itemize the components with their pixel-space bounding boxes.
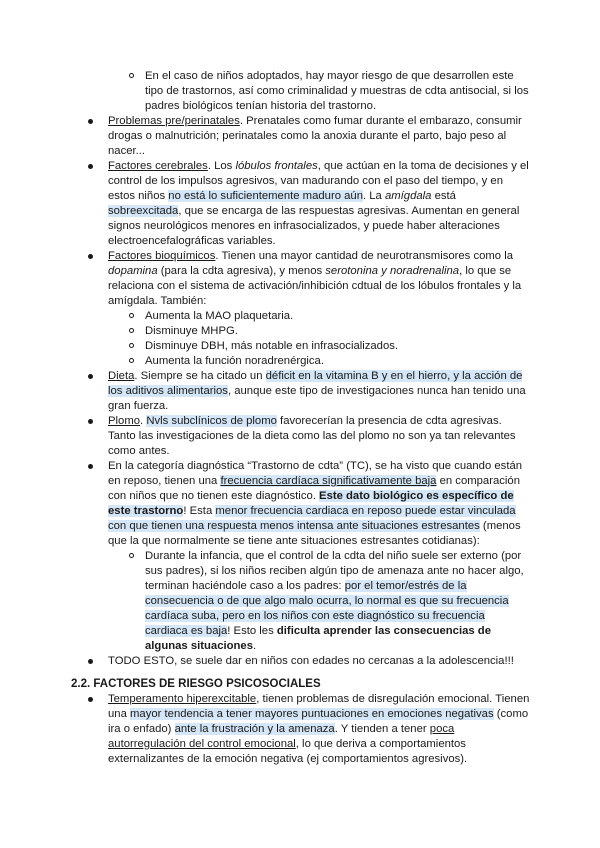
list-item [78, 414, 530, 459]
text-run: En el caso de niños adoptados, hay mayor riesgo de que desarrollen este tipo de trastornos, así como criminalidad y muestras de cdta antisocial, si los padres biológicos tenían historia del trastorno. [145, 70, 529, 112]
text-run: dificulta aprender las consecuencias de algunas situaciones [145, 625, 491, 652]
text-run: , aunque este tipo de investigaciones nunca han tenido una gran fuerza. [108, 385, 526, 412]
text-run: . Siempre se ha citado un [134, 370, 266, 382]
text-run: . Los [207, 160, 236, 172]
text-run: , que actúan en la toma de decisiones y el control de los impulsos agresivos, van madurando con el paso del tiempo, y en estos niños [108, 160, 529, 202]
sub-list-item [108, 354, 530, 369]
list-item [78, 114, 530, 159]
text-run: sobreexcitada [108, 205, 179, 217]
sub-list-item [108, 339, 530, 354]
list-item [78, 459, 530, 654]
text-run: Factores cerebrales [108, 160, 208, 172]
sub-list-item [108, 324, 530, 339]
text-run: poca autorregulación del control emocional [108, 723, 455, 750]
text-run: está [431, 190, 456, 202]
text-run: Durante la infancia, que el control de la cdta del niño suele ser externo (por sus padres), si los niños reciben algún tipo de amenaza ante no hacer algo, terminan haciéndole caso a los padres: [145, 550, 524, 592]
text-run: Aumenta la MAO plaquetaria. [145, 310, 294, 322]
text-run: , que se encarga de las respuestas agresivas. Aumentan en general signos neurológicos menores en infrasocializados, y puede haber alteraciones electroencefalográficas variables. [108, 205, 520, 247]
text-run: , tienen problemas de disregulación emocional. Tienen una [108, 693, 530, 720]
text-run: Problemas pre/perinatales [108, 115, 240, 127]
list-item [78, 159, 530, 249]
text-run: (como ira o enfado) [108, 708, 529, 735]
text-run: Nvls subclínicos de plomo [146, 415, 277, 427]
text-run: En la categoría diagnóstica “Trastorno de cdta” (TC), se ha visto que cuando están en reposo, tienen una [108, 460, 523, 487]
list-item-text [108, 693, 529, 765]
list-item [78, 369, 530, 414]
text-run: Dieta [108, 370, 135, 382]
text-run: Aumenta la función noradrenérgica. [145, 355, 324, 367]
sub-list [108, 549, 530, 654]
list-item-text [108, 655, 514, 667]
text-run: , lo que deriva a comportamientos externalizantes de la emoción negativa (ej comportamientos agresivos). [108, 738, 468, 765]
text-run: Factores bioquímicos [108, 250, 216, 262]
text-run: . Tienen una mayor cantidad de neurotransmisores como la [215, 250, 514, 262]
text-run: ! Esto les [227, 625, 277, 637]
text-run: . Y tienden a tener [334, 723, 430, 735]
sub-list-item [108, 69, 530, 114]
text-run: amígdala [384, 190, 432, 202]
text-run: ante la frustración y la amenaza [174, 723, 335, 735]
text-run: en comparación con niños que no tienen este diagnóstico. [108, 475, 520, 502]
list-item-text [108, 250, 521, 307]
text-run: . La [362, 190, 385, 202]
text-run: frecuencia cardíaca significativamente baja [220, 475, 437, 487]
list-item-text [108, 415, 516, 457]
list-item [78, 654, 530, 669]
text-run: Disminuye DBH, más notable en infrasocializados. [145, 340, 399, 352]
list-item-text [108, 160, 529, 247]
text-run: Plomo [108, 415, 141, 427]
text-run: mayor tendencia a tener mayores puntuaciones en emociones negativas [130, 708, 494, 720]
text-run: favorecerían la presencia de cdta agresivas. Tanto las investigaciones de la dieta como las del plomo no son ya tan relevantes como antes. [108, 415, 516, 457]
text-run: serotonina y noradrenalina [325, 265, 460, 277]
text-run: dopamina [108, 265, 158, 277]
list-item-text [108, 460, 522, 547]
text-run: , lo que se relaciona con el sistema de activación/inhibición cdtual de los lóbulos frontales y la amígdala. También: [108, 265, 522, 307]
text-run: no está lo suficientemente maduro aún [168, 190, 363, 202]
section-heading: 2.2. FACTORES DE RIESGO PSICOSOCIALES [71, 678, 321, 690]
text-run: por el temor/estrés de la consecuencia o de que algo malo ocurra, lo normal es que su frecuencia cardíaca suba, pero en los niños con este diagnóstico su frecuencia cardiaca es baja [145, 580, 509, 637]
text-run: . [140, 415, 147, 427]
list-item [78, 692, 530, 767]
text-run: Disminuye MHPG. [145, 325, 238, 337]
sub-list [108, 309, 530, 369]
psychosocial-factors-list [78, 692, 530, 767]
intro-sub-list [78, 69, 530, 114]
biological-factors-list [78, 114, 530, 669]
text-run: (para la cdta agresiva), y menos [157, 265, 326, 277]
list-item-text [108, 370, 526, 412]
text-run: déficit en la vitamina B y en el hierro, y la acción de los aditivos alimentarios [108, 370, 523, 397]
sub-list-item [108, 549, 530, 654]
text-run: ! Esta [183, 505, 216, 517]
text-run: Este dato biológico es específico de este trastorno [108, 490, 514, 517]
text-run: menor frecuencia cardiaca en reposo puede estar vinculada con que tienen una respuesta menos intensa ante situaciones estresantes [108, 505, 516, 532]
list-item-text [108, 115, 522, 157]
text-run: . [252, 640, 257, 652]
text-run: . Prenatales como fumar durante el embarazo, consumir drogas o malnutrición; perinatales como la anoxia durante el parto, bajo peso al nacer... [108, 115, 522, 157]
text-run: lóbulos frontales [235, 160, 318, 172]
text-run: Temperamento hiperexcitable [108, 693, 257, 705]
text-run: (menos que la que normalmente se tiene ante situaciones estresantes cotidianas): [108, 520, 521, 547]
text-run: TODO ESTO, se suele dar en niños con edades no cercanas a la adolescencia!!! [108, 655, 514, 667]
sub-list-item [108, 309, 530, 324]
list-item [78, 249, 530, 369]
